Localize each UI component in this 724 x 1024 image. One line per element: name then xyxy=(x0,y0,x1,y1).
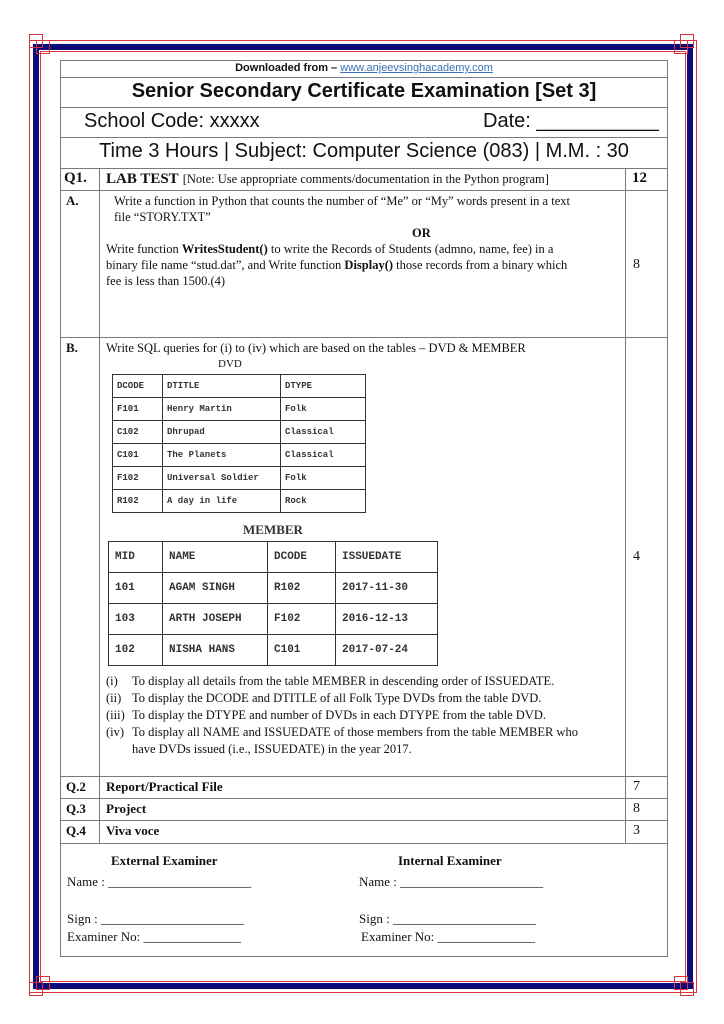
table-cell: AGAM SINGH xyxy=(163,573,268,604)
external-examiner-no-field[interactable]: Examiner No: _______________ xyxy=(67,929,242,944)
download-link[interactable]: www.anjeevsinghacademy.com xyxy=(340,62,493,74)
divider xyxy=(60,776,668,777)
query-text: To display the DTYPE and number of DVDs in each DTYPE from the table DVD. xyxy=(132,708,546,722)
divider xyxy=(60,77,668,78)
column-header: MID xyxy=(109,542,163,573)
part-b-marks: 4 xyxy=(633,549,640,564)
part-a-line5: fee is less than 1500.(4) xyxy=(106,274,226,288)
corner-ornament-bl2 xyxy=(36,976,50,990)
table-cell: C102 xyxy=(113,421,163,444)
external-name-field[interactable]: Name : ______________________ xyxy=(67,874,252,889)
q4-marks: 3 xyxy=(633,823,640,838)
function-name-writesstudent: WritesStudent() xyxy=(181,242,268,256)
table-cell: Classical xyxy=(281,421,366,444)
table-header-row xyxy=(109,542,438,573)
table-cell: F102 xyxy=(113,467,163,490)
text-segment: Write function xyxy=(106,242,182,256)
q2-title: Report/Practical File xyxy=(106,779,223,794)
function-name-display: Display() xyxy=(344,258,394,272)
exam-title: Senior Secondary Certificate Examination [Set 3] xyxy=(131,80,597,102)
part-a-line1: Write a function in Python that counts the number of “Me” or “My” words present in a text xyxy=(114,194,570,208)
q2-marks: 7 xyxy=(633,779,640,794)
table-cell: R102 xyxy=(113,490,163,513)
table-cell: 101 xyxy=(109,573,163,604)
q1-number: Q1. xyxy=(64,170,87,186)
query-num: (ii) xyxy=(106,691,122,705)
column-header: DTYPE xyxy=(281,375,366,398)
part-a-line3 xyxy=(106,241,553,257)
divider xyxy=(60,337,668,338)
divider xyxy=(60,843,668,844)
school-code: School Code: xxxxx xyxy=(84,110,260,132)
divider xyxy=(60,798,668,799)
table-cell: C101 xyxy=(268,635,336,666)
date-field: Date: ___________ xyxy=(483,110,659,132)
internal-examiner-heading: Internal Examiner xyxy=(398,853,502,868)
column-header: ISSUEDATE xyxy=(336,542,438,573)
q3-number: Q.3 xyxy=(66,801,86,816)
external-examiner-heading: External Examiner xyxy=(111,853,218,868)
part-a-label: A. xyxy=(66,193,79,208)
internal-name-field[interactable]: Name : ______________________ xyxy=(359,874,544,889)
divider xyxy=(60,107,668,108)
table-row xyxy=(113,490,366,513)
table-cell: F102 xyxy=(268,604,336,635)
table-row xyxy=(113,467,366,490)
external-sign-field[interactable]: Sign : ______________________ xyxy=(67,911,244,926)
part-a-or: OR xyxy=(412,226,431,240)
column-divider xyxy=(99,168,100,843)
table-cell: R102 xyxy=(268,573,336,604)
query-text: To display all details from the table MEMBER in descending order of ISSUEDATE. xyxy=(132,674,555,688)
table-row xyxy=(109,604,438,635)
query-num: (iv) xyxy=(106,725,125,739)
part-a-marks: 8 xyxy=(633,257,640,272)
table-cell: NISHA HANS xyxy=(163,635,268,666)
table-cell: The Planets xyxy=(163,444,281,467)
q1-marks: 12 xyxy=(632,170,647,186)
member-caption: MEMBER xyxy=(243,522,303,537)
part-b-label: B. xyxy=(66,340,78,355)
q1-title: LAB TEST xyxy=(106,171,179,187)
part-b-intro: Write SQL queries for (i) to (iv) which are based on the tables – DVD & MEMBER xyxy=(106,341,526,355)
corner-ornament-tl2 xyxy=(36,40,50,54)
part-a-line2: file “STORY.TXT” xyxy=(114,210,211,224)
table-header-row xyxy=(113,375,366,398)
q4-title: Viva voce xyxy=(106,823,160,838)
dvd-caption: DVD xyxy=(218,358,242,370)
corner-ornament-tr2 xyxy=(674,40,688,54)
table-cell: Folk xyxy=(281,467,366,490)
column-header: DTITLE xyxy=(163,375,281,398)
dvd-table xyxy=(112,374,366,513)
table-cell: 103 xyxy=(109,604,163,635)
query-text-continued: have DVDs issued (i.e., ISSUEDATE) in the year 2017. xyxy=(132,742,412,756)
query-text: To display the DCODE and DTITLE of all Folk Type DVDs from the table DVD. xyxy=(132,691,542,705)
q4-number: Q.4 xyxy=(66,823,86,838)
q1-note: [Note: Use appropriate comments/documentation in the Python program] xyxy=(182,172,549,186)
table-row xyxy=(113,421,366,444)
table-cell: 2017-11-30 xyxy=(336,573,438,604)
query-num: (i) xyxy=(106,674,118,688)
query-text: To display all NAME and ISSUEDATE of those members from the table MEMBER who xyxy=(132,725,578,739)
table-cell: C101 xyxy=(113,444,163,467)
q1-heading xyxy=(106,170,549,188)
table-cell: Classical xyxy=(281,444,366,467)
internal-sign-field[interactable]: Sign : ______________________ xyxy=(359,911,536,926)
divider xyxy=(60,820,668,821)
table-cell: F101 xyxy=(113,398,163,421)
text-segment: those records from a binary which xyxy=(393,258,568,272)
download-source xyxy=(60,62,668,74)
table-row xyxy=(109,635,438,666)
divider xyxy=(60,168,668,169)
table-cell: 2017-07-24 xyxy=(336,635,438,666)
q3-marks: 8 xyxy=(633,801,640,816)
member-table xyxy=(108,541,438,666)
table-cell: Universal Soldier xyxy=(163,467,281,490)
column-divider xyxy=(625,168,626,843)
q2-number: Q.2 xyxy=(66,779,86,794)
text-segment: binary file name “stud.dat”, and Write function xyxy=(106,258,345,272)
q3-title: Project xyxy=(106,801,147,816)
table-cell: Henry Martin xyxy=(163,398,281,421)
part-a-line4 xyxy=(106,257,567,273)
internal-examiner-no-field[interactable]: Examiner No: _______________ xyxy=(361,929,536,944)
table-cell: Dhrupad xyxy=(163,421,281,444)
table-row xyxy=(109,573,438,604)
exam-info: Time 3 Hours | Subject: Computer Science (083) | M.M. : 30 xyxy=(99,140,629,162)
table-row xyxy=(113,398,366,421)
table-cell: A day in life xyxy=(163,490,281,513)
column-header: NAME xyxy=(163,542,268,573)
table-cell: 102 xyxy=(109,635,163,666)
table-cell: 2016-12-13 xyxy=(336,604,438,635)
table-cell: Rock xyxy=(281,490,366,513)
download-prefix: Downloaded from – xyxy=(235,62,338,74)
corner-ornament-br2 xyxy=(674,976,688,990)
divider xyxy=(60,190,668,191)
table-cell: Folk xyxy=(281,398,366,421)
column-header: DCODE xyxy=(268,542,336,573)
divider xyxy=(60,137,668,138)
text-segment: to write the Records of Students (admno, name, fee) in a xyxy=(267,242,554,256)
query-num: (iii) xyxy=(106,708,125,722)
table-row xyxy=(113,444,366,467)
table-cell: ARTH JOSEPH xyxy=(163,604,268,635)
column-header: DCODE xyxy=(113,375,163,398)
